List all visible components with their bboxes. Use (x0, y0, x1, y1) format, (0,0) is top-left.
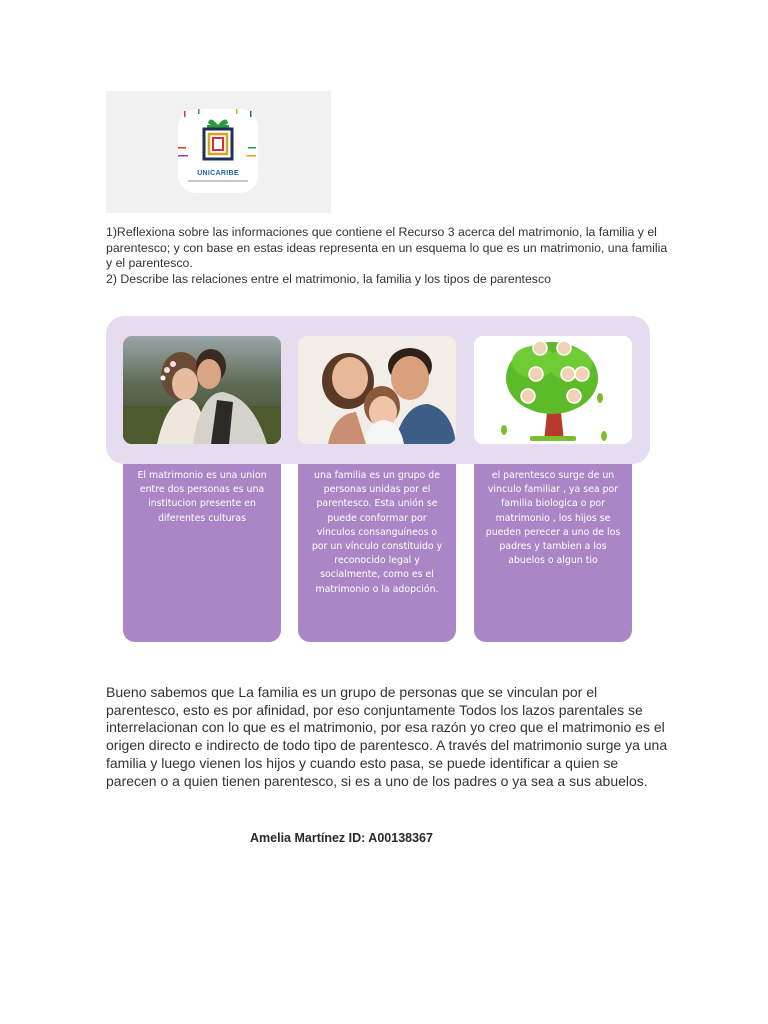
logo-tagline-bar (188, 180, 248, 182)
card-matrimonio-text: El matrimonio es una union entre dos personas es una institucion presente en diferentes culturas (137, 470, 267, 524)
family-tree-image (474, 336, 632, 444)
logo-emblem-icon (178, 109, 258, 169)
instruction-2: 2) Describe las relaciones entre el matrimonio, la familia y los tipos de parentesco (106, 271, 551, 286)
wedding-couple-image (123, 336, 281, 444)
card-familia-text: una familia es un grupo de personas unidas por el parentesco. Esta unión se puede conformar por vínculos consanguíneos o por un vínculo constituido y reconocido legal y socialmente, como es el matrimonio o la adopción. (311, 470, 443, 595)
author-signature: Amelia Martínez ID: A00138367 (250, 831, 433, 845)
logo-panel (106, 91, 331, 213)
card-matrimonio (123, 464, 281, 642)
unicaribe-logo (178, 109, 258, 193)
logo-name: UNICARIBE (197, 170, 239, 177)
card-parentesco (474, 464, 632, 642)
reflection-paragraph: Bueno sabemos que La familia es un grupo de personas que se vinculan por el parentesco, esto es por afinidad, por eso conjuntamente Todos los lazos parentales se interrelacionan con lo que es el matrimonio, por esa razón yo creo que el matrimonio es el origen directo e indirecto de todo tipo de parentesco. A través del matrimonio surge ya una familia y luego vienen los hijos y cuando esto pasa, se puede identificar a quien se parecen o a quien tienen parentesco, si es a uno de los padres o ya sea a sus abuelos. (106, 684, 668, 789)
card-parentesco-text: el parentesco surge de un vinculo familiar , ya sea por familia biologica o por matrimonio , los hijos se pueden perecer a uno de los padres y tambien a los abuelos o algun tio (485, 470, 621, 567)
instruction-1: 1)Reflexiona sobre las informaciones que contiene el Recurso 3 acerca del matrimonio, la familia y el parentesco; y con base en estas ideas representa en un esquema lo que es un matrimonio, una familia y el parentesco. (106, 225, 668, 270)
family-photo-image (298, 336, 456, 444)
card-familia (298, 464, 456, 642)
instructions (106, 225, 671, 287)
